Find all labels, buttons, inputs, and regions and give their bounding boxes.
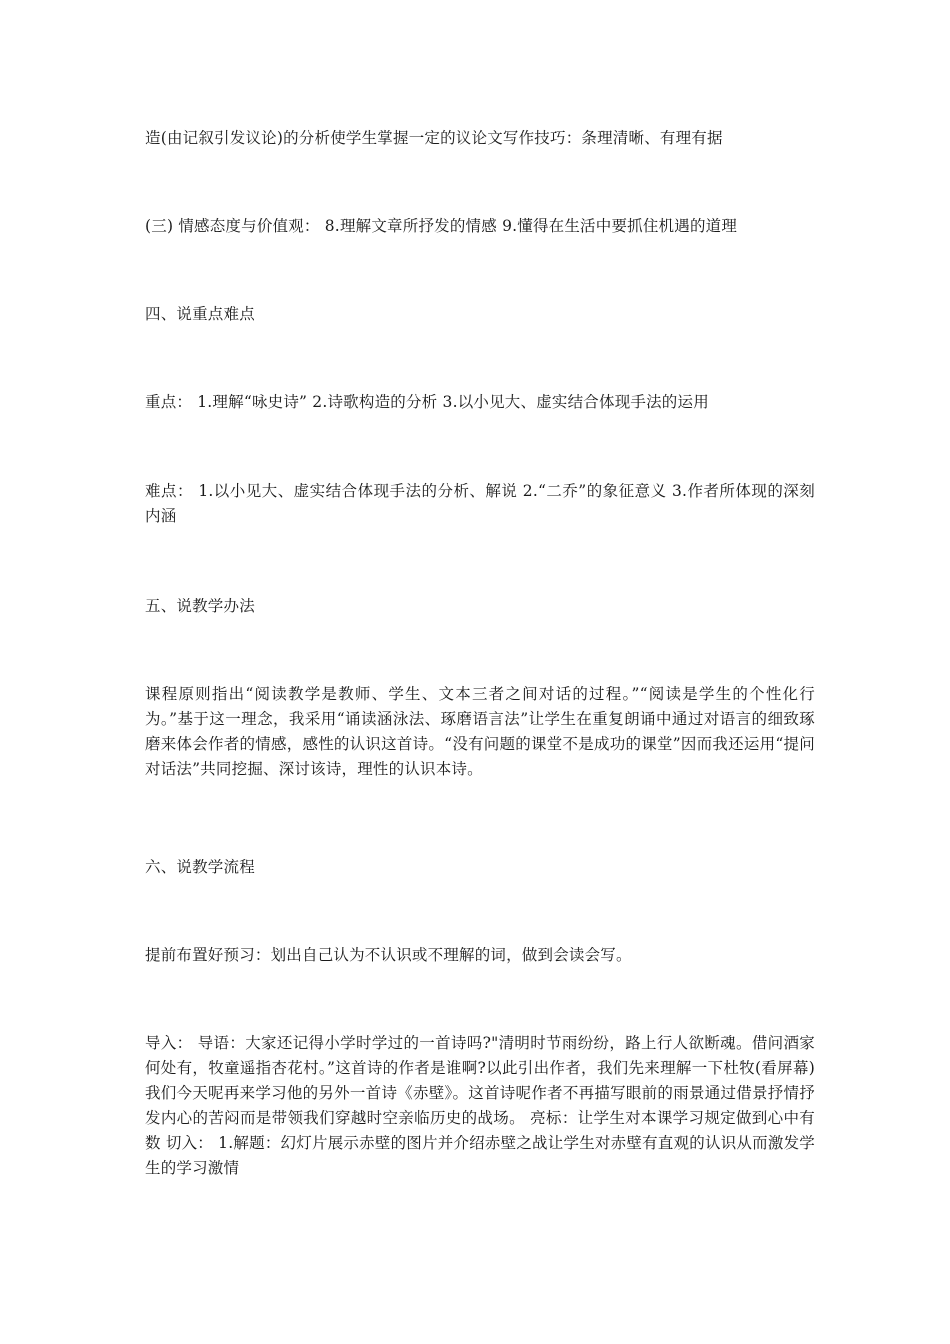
- paragraph-emotion-values: (三) 情感态度与价值观： 8.理解文章所抒发的情感 9.懂得在生活中要抓住机遇的道理: [145, 217, 738, 235]
- paragraph-key-points: 重点： 1.理解“咏史诗” 2.诗歌构造的分析 3.以小见大、虚实结合体现手法的运用: [145, 393, 709, 411]
- paragraph-introduction: 导入： 导语：大家还记得小学时学过的一首诗吗?"清明时节雨纷纷，路上行人欲断魂。借问酒家何处有，牧童遥指杏花村。”这首诗的作者是谁啊?以此引出作者，我们先来理解一下杜牧(看屏幕)我们今天呢再来学习他的另外一首诗《赤壁》。这首诗呢作者不再描写眼前的雨景通过借景抒情抒发内心的苦闷而是带领我们穿越时空亲临历史的战场。 亮标：让学生对本课学习规定做到心中有数 切入： 1.解题：幻灯片展示赤壁的图片并介绍赤壁之战让学生对赤壁有直观的认识从而激发学生的学习激情: [145, 1034, 815, 1177]
- heading-teaching-process: 六、说教学流程: [145, 858, 255, 876]
- heading-key-difficult-points: 四、说重点难点: [145, 305, 255, 323]
- paragraph-preview-assignment: 提前布置好预习：划出自己认为不认识或不理解的词，做到会读会写。: [145, 946, 632, 964]
- paragraph-difficult-points: 难点： 1.以小见大、虚实结合体现手法的分析、解说 2.“二乔”的象征意义 3.作者所体现的深刻内涵: [145, 482, 815, 525]
- paragraph-objective-writing-skills: 造(由记叙引发议论)的分析使学生掌握一定的议论文写作技巧：条理清晰、有理有据: [145, 129, 723, 147]
- paragraph-teaching-methods: 课程原则指出“阅读教学是教师、学生、文本三者之间对话的过程。”“阅读是学生的个性化行为。”基于这一理念，我采用“诵读涵泳法、琢磨语言法”让学生在重复朗诵中通过对语言的细致琢磨来体会作者的情感，感性的认识这首诗。“没有问题的课堂不是成功的课堂”因而我还运用“提问对话法”共同挖掘、深讨该诗，理性的认识本诗。: [145, 685, 815, 778]
- heading-teaching-methods: 五、说教学办法: [145, 597, 255, 615]
